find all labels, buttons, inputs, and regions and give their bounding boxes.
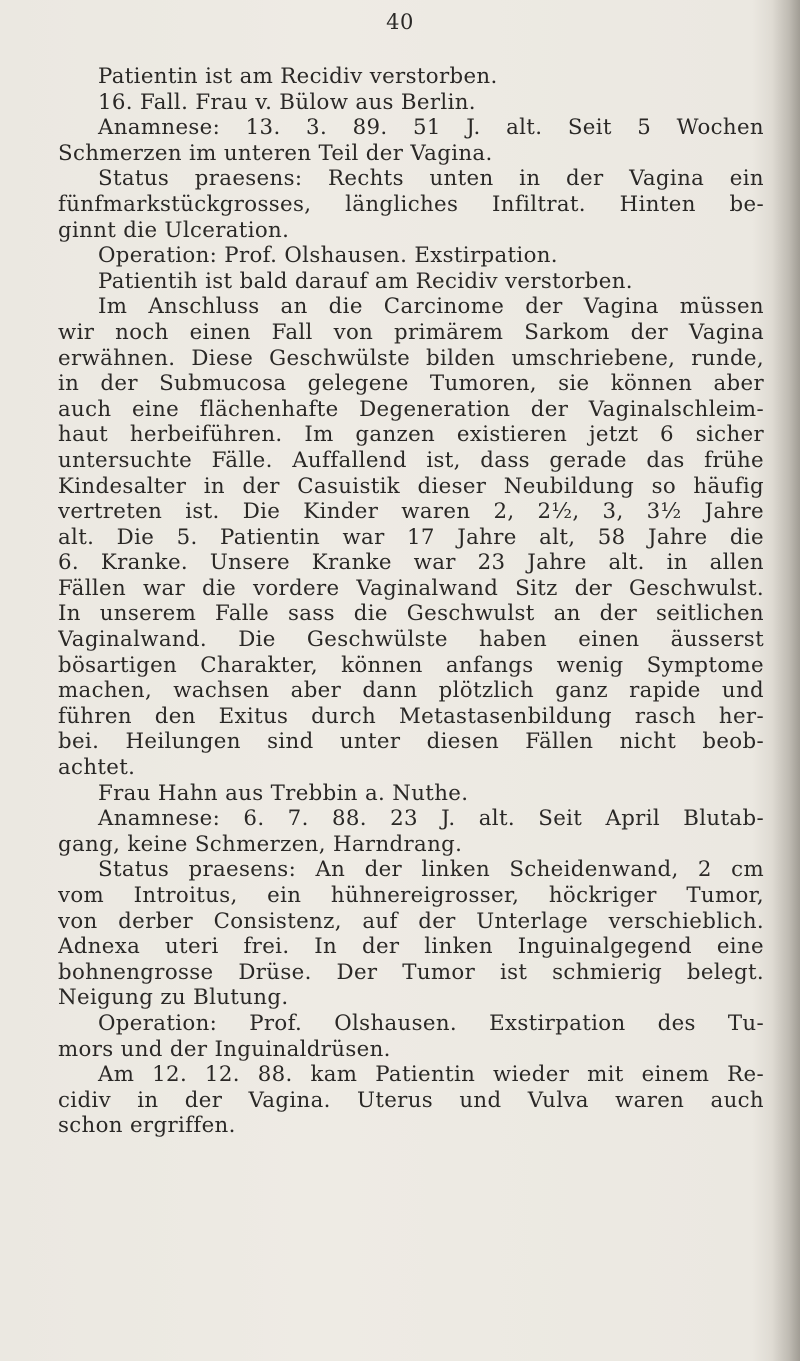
text-line: Am 12. 12. 88. kam Patientin wieder mit einem Re- [98,1062,764,1088]
text-line: führen den Exitus durch Metastasenbildung rasch her- [58,703,764,729]
text-line: erwähnen. Diese Geschwülste bilden umschriebene, runde, [58,345,764,371]
text-line: Operation: Prof. Olshausen. Exstirpation des Tu- [98,1010,764,1036]
text-line: bei. Heilungen sind unter diesen Fällen nicht beob- [58,729,764,755]
text-line: Anamnese: 13. 3. 89. 51 J. alt. Seit 5 Wochen [98,115,764,141]
text-line: machen, wachsen aber dann plötzlich ganz rapide und [58,678,764,704]
text-line: Neigung zu Blutung. [58,985,289,1011]
text-line: bösartigen Charakter, können anfangs wenig Symptome [58,652,764,678]
text-line: fünfmarkstückgrosses, längliches Infiltrat. Hinten be- [58,191,764,217]
text-line: In unserem Falle sass die Geschwulst an der seitlichen [58,601,764,627]
text-line: Patientih ist bald darauf am Recidiv verstorben. [98,268,633,294]
text-line: Adnexa uteri frei. In der linken Inguinalgegend eine [58,934,764,960]
text-line: Patientin ist am Recidiv verstorben. [98,64,498,89]
text-line: wir noch einen Fall von primärem Sarkom der Vagina [58,319,764,345]
text-line: Status praesens: Rechts unten in der Vagina ein [98,166,764,192]
text-line: 16. Fall. Frau v. Bülow aus Berlin. [98,89,476,115]
text-line: schon ergriffen. [58,1113,236,1139]
text-line: achtet. [58,755,136,781]
text-line: alt. Die 5. Patientin war 17 Jahre alt, 58 Jahre die [58,524,764,550]
text-line: 6. Kranke. Unsere Kranke war 23 Jahre alt. in allen [58,550,764,576]
body-text [58,64,764,1139]
text-line: bohnengrosse Drüse. Der Tumor ist schmierig belegt. [58,959,764,985]
text-line: Kindesalter in der Casuistik dieser Neubildung so häufig [58,473,764,499]
text-line: gang, keine Schmerzen, Harndrang. [58,831,463,857]
text-line: Im Anschluss an die Carcinome der Vagina müssen [98,294,764,320]
text-line: Schmerzen im unteren Teil der Vagina. [58,140,493,166]
page-edge-shadow [772,0,800,1361]
text-line: Vaginalwand. Die Geschwülste haben einen äusserst [58,627,764,653]
text-line: Status praesens: An der linken Scheidenwand, 2 cm [98,857,764,883]
text-line: mors und der Inguinaldrüsen. [58,1036,391,1062]
text-line: haut herbeiführen. Im ganzen existieren jetzt 6 sicher [58,422,764,448]
text-line: in der Submucosa gelegene Tumoren, sie können aber [58,371,764,397]
text-line: von derber Consistenz, auf der Unterlage verschieblich. [58,908,764,934]
text-line: Operation: Prof. Olshausen. Exstirpation. [98,243,558,269]
page-number: 40 [386,10,414,34]
text-line: Frau Hahn aus Trebbin a. Nuthe. [98,780,469,806]
text-line: untersuchte Fälle. Auffallend ist, dass gerade das frühe [58,447,764,473]
text-line: auch eine flächenhafte Degeneration der Vaginalschleim- [58,396,764,422]
text-line: vertreten ist. Die Kinder waren 2, 2½, 3, 3½ Jahre [58,499,764,525]
text-line: cidiv in der Vagina. Uterus und Vulva waren auch [58,1087,764,1113]
text-line: Anamnese: 6. 7. 88. 23 J. alt. Seit April Blutab- [98,806,764,832]
text-line: ginnt die Ulceration. [58,217,290,243]
text-line: Fällen war die vordere Vaginalwand Sitz der Geschwulst. [58,575,764,601]
text-line: vom Introitus, ein hühnereigrosser, höckriger Tumor, [58,883,764,908]
